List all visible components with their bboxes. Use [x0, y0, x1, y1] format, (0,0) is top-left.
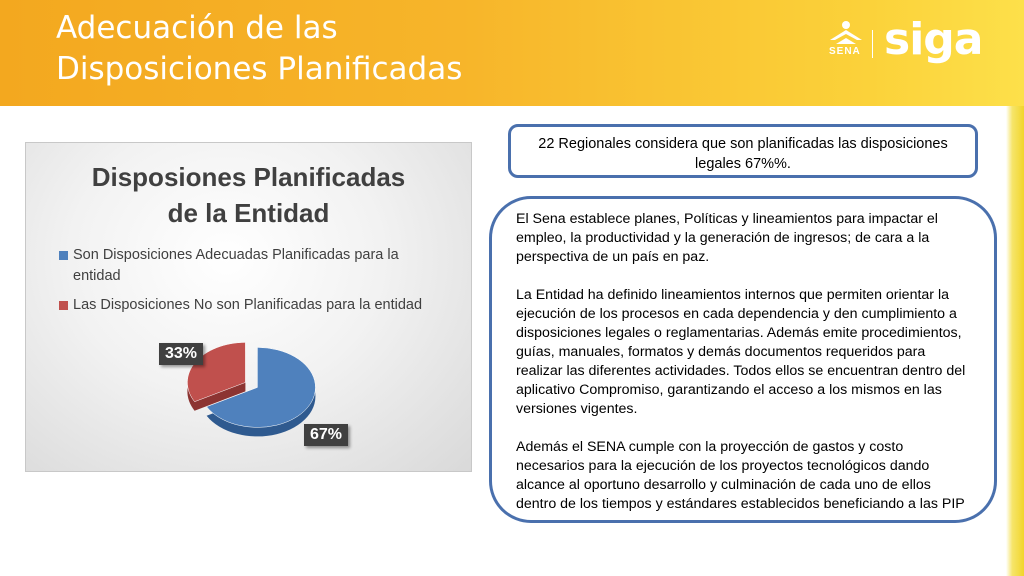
header-bar: [0, 0, 1024, 106]
description-paragraph-3: Además el SENA cumple con la proyección de gastos y costo necesarios para la ejecución de los proyectos tecnológicos dando alcance al oportuno desarrollo y culminación de cada uno de ellos dentro de los tiempos y estándares establecidos beneficiando a las PIP: [516, 439, 965, 512]
legend-label-planned-line2: entidad: [73, 268, 121, 284]
description-paragraph-2: La Entidad ha definido lineamientos internos que permiten orientar la ejecución de los procesos en cada dependencia y den cumplimiento a disposiciones legales o reglamentarias. Además emite procedimientos, guías, manuales, formatos y demás documentos requeridos para realizar las diferentes actividades. Todos ellos se encuentran dentro del aplicativo Compromiso, garantizando el acceso a los mismos en las versiones vigentes.: [516, 287, 966, 417]
decorative-right-strip: [1006, 106, 1024, 576]
summary-callout-text: 22 Regionales considera que son planificadas las disposiciones legales 67%%.: [538, 136, 948, 172]
data-label-67: 67%: [304, 424, 348, 446]
chart-title-line1: Disposiones Planificadas: [91, 162, 406, 192]
logo-divider: [872, 30, 873, 58]
legend-swatch-red: [59, 301, 68, 310]
slide-title-line2: Disposiciones Planificadas: [56, 51, 463, 87]
chart-title-line2: de la Entidad: [167, 198, 330, 228]
legend-label-not-planned: Las Disposiciones No son Planificadas para la entidad: [73, 297, 423, 313]
legend-swatch-blue: [59, 251, 68, 260]
chart-legend: [59, 245, 459, 324]
slide-title-line1: Adecuación de las: [56, 10, 338, 46]
description-paragraph-1: El Sena establece planes, Políticas y lineamientos para impactar el empleo, la productividad y la generación de ingresos; de cara a la perspectiva de un país en paz.: [516, 211, 938, 265]
legend-item-not-planned: [59, 295, 459, 316]
siga-logo: siga: [884, 14, 983, 65]
chart-title: [26, 159, 471, 231]
pie-chart-panel: [25, 142, 472, 472]
sena-logo-text: SENA: [829, 46, 861, 57]
legend-label-planned-line1: Son Disposiciones Adecuadas Planificadas para la: [73, 247, 399, 263]
legend-item-planned: [59, 245, 459, 287]
data-label-33: 33%: [159, 343, 203, 365]
summary-callout: [508, 124, 978, 178]
slide-title: [56, 8, 616, 90]
description-box: [489, 196, 997, 523]
